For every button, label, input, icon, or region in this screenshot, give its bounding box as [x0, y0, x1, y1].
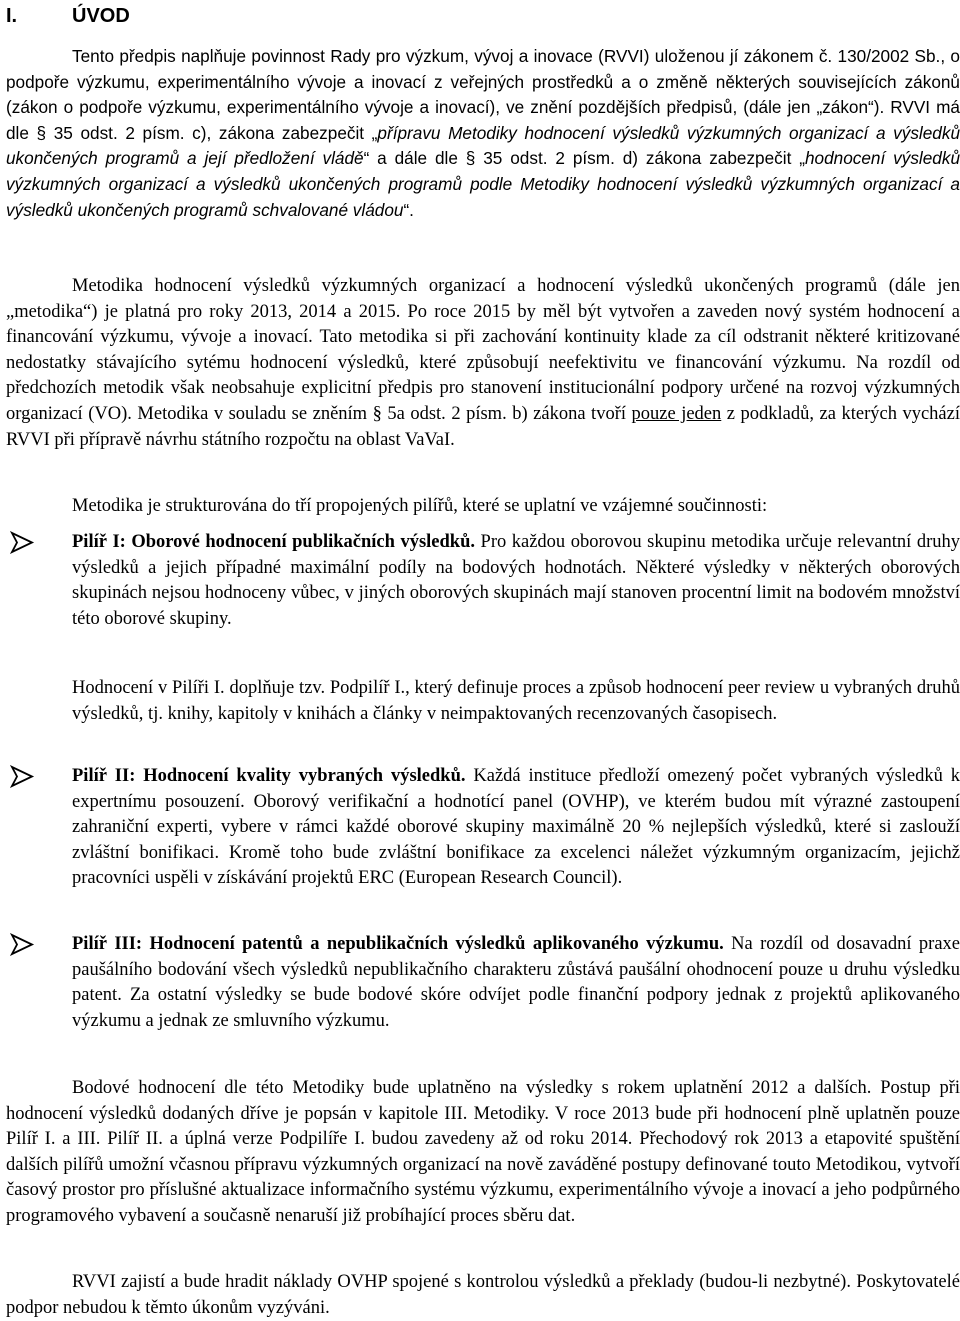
p2-text-b: z podkladů, za kterých vychází RVVI při přípravě návrhu státního rozpočtu na oblast VaVaI.	[6, 403, 960, 450]
pillar-sub-paragraph: Hodnocení v Pilíři I. doplňuje tzv. Podpilíř I., který definuje proces a způsob hodnocení peer review u vybraných druhů výsledků, tj. knihy, kapitoly v knihách a články v neimpaktovaných recenzovaných časopisech.	[72, 678, 960, 724]
section-number: I.	[6, 5, 18, 27]
pillar-text: Pro každou oborovou skupinu metodika určuje relevantní druhy výsledků a jejich případné maximální podíly na bodových hodnotách. Některé výsledky v některých oborových skupinách nejsou hodnoceny vůbec, v jiných oborových skupinách mají stanoven procentní limit na bodovém množství této oborové skupiny.	[72, 532, 960, 629]
pillar-text: Každá instituce předloží omezený počet vybraných výsledků k expertnímu posouzení. Oborový verifikační a hodnotící panel (OVHP), ve kterém budou mít výrazné zastoupení zahraniční experti, vybere v rámci každé oborové skupiny maximálně 20 % nejlepších výsledků, které si zaslouží zvláštní bonifikaci. Kromě toho bude zvláštní bonifikace za excelenci náležet výzkumným organizacím, jejichž pracovníci uspěli v získávání projektů ERC (European Research Council).	[72, 766, 960, 889]
paragraph-scoring: Bodové hodnocení dle této Metodiky bude uplatněno na výsledky s rokem uplatnění 2012 a dalších. Postup při hodnocení výsledků dodaných dříve je popsán v kapitole III. Metodiky. V roce 2013 bude při hodnocení plně uplatněn pouze Pilíř I. a III. Pilíř II. a úplná verze Podpilíře I. budou zavedeny až od roku 2014. Přechodový rok 2013 a etapovité spuštění dalších pilířů umožní včasnou přípravu výzkumných organizací na nově zaváděné postupy definované touto Metodikou, vytvoří časový prostor pro příslušné aktualizace informačního systému výzkumu, experimentálního vývoje a inovací a jeho podpůrného programového vybavení a současně nenaruší již probíhající proces sběru dat.	[6, 1078, 960, 1226]
pillar-text: Na rozdíl od dosavadní praxe paušálního bodování všech výsledků nepublikačního charakteru zůstává paušální ohodnocení pouze u druhu výsledku patent. Za ostatní výsledky se bude bodové skóre odvíjet podle finanční podpory jednak z projektů aplikovaného výzkumu a jednak ze smluvního výzkumu.	[72, 934, 960, 1031]
pillars-intro: Metodika je strukturována do tří propojených pilířů, které se uplatní ve vzájemné součinnosti:	[72, 496, 768, 516]
pillar-item	[6, 764, 960, 892]
pillar-title: Pilíř II: Hodnocení kvality vybraných výsledků.	[72, 766, 466, 786]
p2-text-a: Metodika hodnocení výsledků výzkumných organizací a hodnocení výsledků ukončených programů (dále jen „metodika“) je platná pro roky 2013, 2014 a 2015. Po roce 2015 by měl být vytvořen a zaveden nový systém hodnocení a financování výzkumu, vývoje a inovací. Tato metodika si při zachování kontinuity klade za cíl odstranit některé kritizované nedostatky stávajícího sytému hodnocení výsledků, které způsobují neefektivitu ve financování výzkumu. Na rozdíl od předchozích metodik však neobsahuje explicitní předpis pro stanovení institucionální podpory určené na rozvoj výzkumných organizací (VO). Metodika v souladu se zněním § 5a odst. 2 písm. b) zákona tvoří	[6, 276, 960, 424]
p1-text-e: “.	[403, 199, 414, 220]
section-title: ÚVOD	[72, 5, 130, 27]
p1-text-c: “ a dále dle § 35 odst. 2 písm. d) zákona zabezpečit „	[363, 148, 805, 169]
arrow-bullet-icon	[10, 530, 36, 555]
p1-italic-d: hodnocení výsledků výzkumných organizací a výsledků ukončených programů podle Metodiky hodnocení výsledků výzkumných organizací a výsledků ukončených programů schvalované vládou	[6, 148, 960, 220]
paragraph-metodika	[6, 274, 960, 453]
arrow-bullet-icon	[10, 932, 36, 957]
arrow-bullet-icon	[10, 764, 36, 789]
p1-italic-b: přípravu Metodiky hodnocení výsledků výzkumných organizací a výsledků ukončených programů a její předložení vládě	[6, 122, 960, 169]
section-heading	[6, 3, 306, 29]
pillar-title: Pilíř I: Oborové hodnocení publikačních výsledků.	[72, 532, 476, 552]
paragraph-intro	[6, 44, 960, 223]
pillar-item	[6, 530, 960, 632]
pillar-title: Pilíř III: Hodnocení patentů a nepublikačních výsledků aplikovaného výzkumu.	[72, 934, 724, 954]
p1-text-a: Tento předpis naplňuje povinnost Rady pro výzkum, vývoj a inovace (RVVI) uloženou jí zákonem č. 130/2002 Sb., o podpoře výzkumu, experimentálního vývoje a inovací z veřejných prostředků a o změně některých souvisejících zákonů (zákon o podpoře výzkumu, experimentálního vývoje a inovací), ve znění pozdějších předpisů, (dále jen „zákon“). RVVI má dle § 35 odst. 2 písm. c), zákona zabezpečit „	[6, 46, 960, 143]
p2-underlined: pouze jeden	[631, 403, 722, 424]
paragraph-rvvi: RVVI zajistí a bude hradit náklady OVHP spojené s kontrolou výsledků a překlady (budou-li nezbytné). Poskytovatelé podpor nebudou k těmto úkonům vyzýváni.	[6, 1272, 960, 1318]
pillar-item	[6, 932, 960, 1034]
